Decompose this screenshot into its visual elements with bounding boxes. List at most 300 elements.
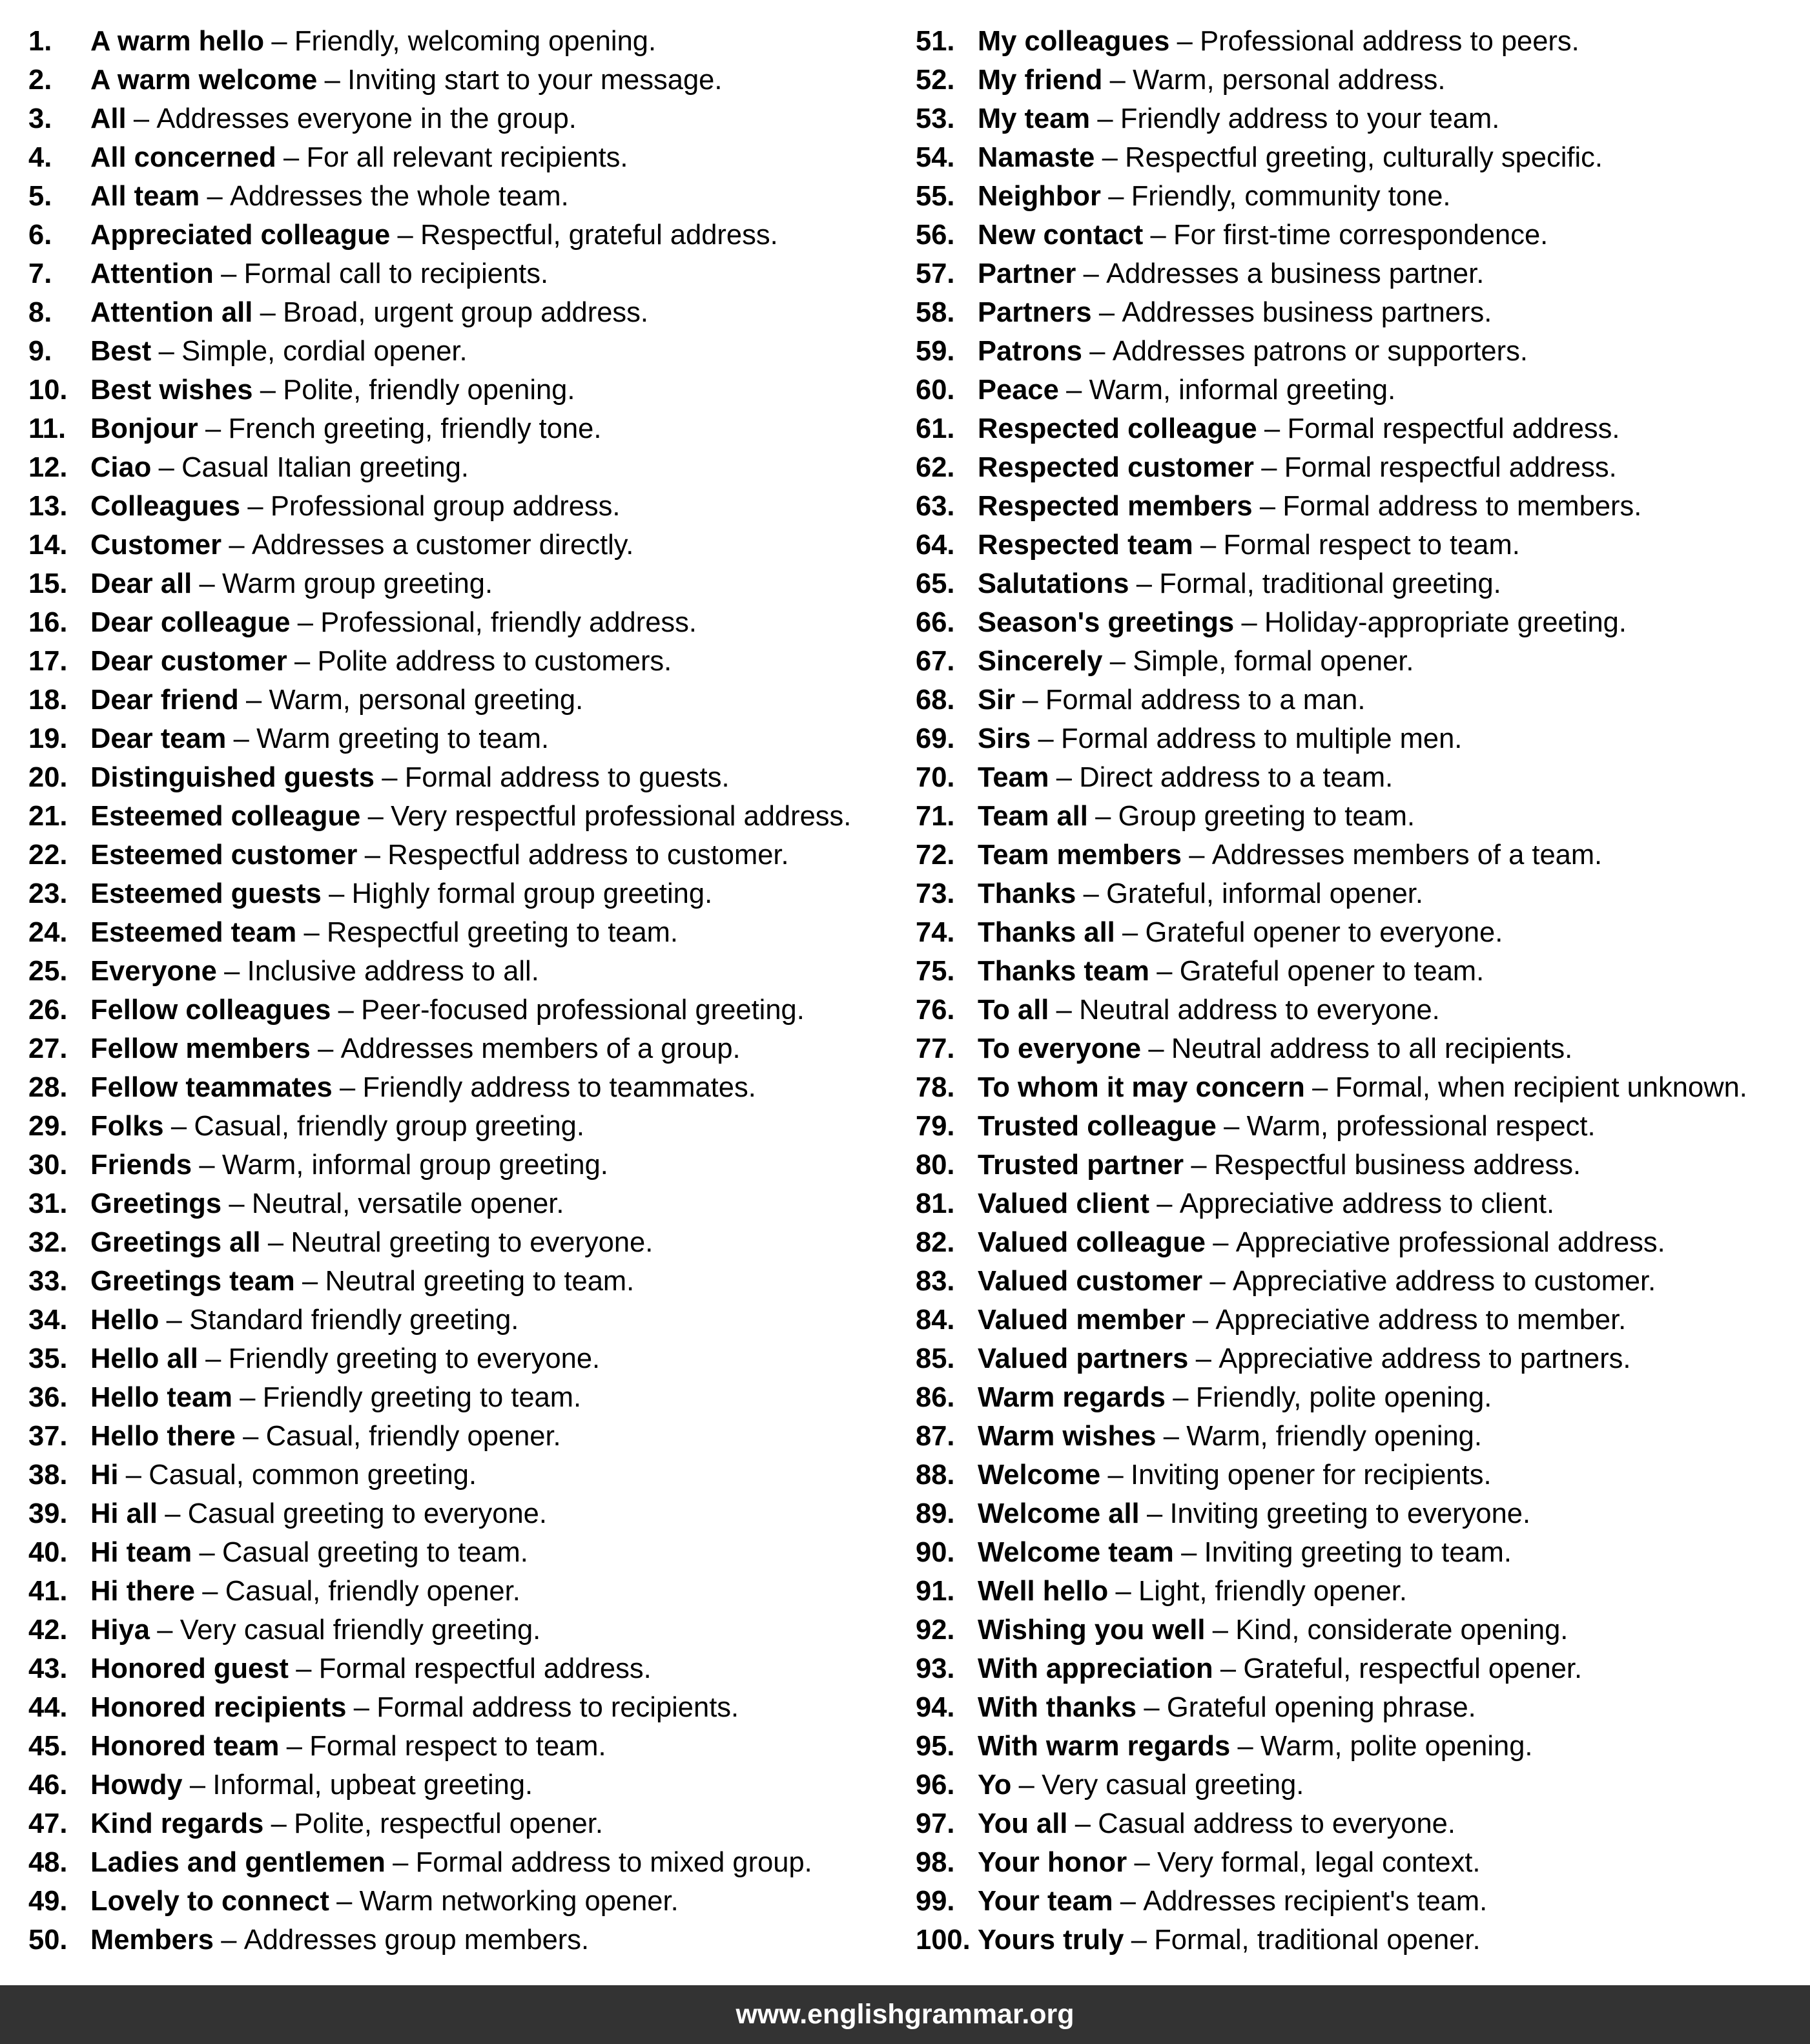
list-item <box>28 22 900 61</box>
item-number: 80. <box>916 1150 955 1181</box>
greeting-description: Grateful opener to everyone. <box>1145 917 1503 948</box>
greeting-term: You all <box>978 1808 1068 1839</box>
separator-dash: – <box>233 723 249 754</box>
greeting-description: Warm, personal greeting. <box>269 685 584 716</box>
item-number: 24. <box>28 917 68 948</box>
separator-dash: – <box>1038 723 1054 754</box>
list-item <box>28 1068 900 1107</box>
item-number: 78. <box>916 1072 955 1103</box>
separator-dash: – <box>1264 413 1280 444</box>
greeting-term: Respected colleague <box>978 413 1257 444</box>
item-number: 17. <box>28 646 68 677</box>
greeting-description: Addresses a business partner. <box>1106 258 1485 289</box>
list-item <box>916 874 1807 913</box>
greeting-description: Formal respect to team. <box>1223 530 1520 561</box>
list-item <box>916 332 1807 371</box>
separator-dash: – <box>329 878 345 909</box>
greeting-description: Friendly address to teammates. <box>362 1072 756 1103</box>
greeting-description: Warm group greeting. <box>221 568 493 599</box>
item-number: 22. <box>28 840 68 871</box>
greeting-term: With warm regards <box>978 1731 1231 1762</box>
list-item <box>916 952 1807 991</box>
greeting-term: Welcome team <box>978 1537 1174 1568</box>
greeting-description: Formal address to mixed group. <box>415 1847 812 1878</box>
separator-dash: – <box>271 26 287 57</box>
list-item <box>916 1184 1807 1223</box>
greeting-term: Hiya <box>90 1615 150 1646</box>
item-number: 66. <box>916 607 955 638</box>
item-number: 38. <box>28 1460 68 1491</box>
list-item <box>28 642 900 681</box>
list-item <box>916 1882 1807 1921</box>
separator-dash: – <box>1134 1847 1150 1878</box>
greeting-description: Casual Italian greeting. <box>181 452 469 483</box>
greeting-description: Grateful opening phrase. <box>1166 1692 1476 1723</box>
separator-dash: – <box>1189 840 1205 871</box>
item-number: 46. <box>28 1770 68 1801</box>
separator-dash: – <box>267 1227 284 1258</box>
item-number: 61. <box>916 413 955 444</box>
list-item <box>916 836 1807 874</box>
greeting-term: Welcome all <box>978 1498 1140 1529</box>
list-item <box>28 1843 900 1882</box>
greeting-description: Polite, friendly opening. <box>283 375 575 406</box>
list-item <box>28 1494 900 1533</box>
greeting-description: Casual address to everyone. <box>1098 1808 1455 1839</box>
list-item <box>28 1921 900 1959</box>
separator-dash: – <box>1083 878 1099 909</box>
item-number: 20. <box>28 762 68 793</box>
separator-dash: – <box>324 65 340 96</box>
list-item <box>28 1378 900 1417</box>
item-number: 48. <box>28 1847 68 1878</box>
greeting-description: Very casual greeting. <box>1042 1770 1304 1801</box>
separator-dash: – <box>125 1460 141 1491</box>
greeting-description: Formal respectful address. <box>318 1653 652 1684</box>
separator-dash: – <box>1097 103 1113 134</box>
list-item <box>28 254 900 293</box>
item-number: 79. <box>916 1111 955 1142</box>
item-number: 16. <box>28 607 68 638</box>
greeting-term: Dear friend <box>90 685 239 716</box>
list-item <box>28 216 900 254</box>
item-number: 37. <box>28 1421 68 1452</box>
separator-dash: – <box>1144 1692 1160 1723</box>
list-item <box>916 1456 1807 1494</box>
item-number: 47. <box>28 1808 68 1839</box>
separator-dash: – <box>202 1576 218 1607</box>
greeting-term: Kind regards <box>90 1808 264 1839</box>
greeting-term: Greetings all <box>90 1227 261 1258</box>
separator-dash: – <box>1107 1460 1124 1491</box>
greeting-description: Formal, traditional opener. <box>1154 1925 1481 1956</box>
separator-dash: – <box>1181 1537 1197 1568</box>
greeting-term: A warm welcome <box>90 65 318 96</box>
item-number: 4. <box>28 142 52 173</box>
greeting-term: Hello team <box>90 1382 232 1413</box>
separator-dash: – <box>1075 1808 1091 1839</box>
item-number: 52. <box>916 65 955 96</box>
greeting-description: Addresses a customer directly. <box>251 530 634 561</box>
separator-dash: – <box>297 607 313 638</box>
greeting-description: Professional group address. <box>270 491 621 522</box>
separator-dash: – <box>165 1498 181 1529</box>
greeting-description: Polite, respectful opener. <box>294 1808 603 1839</box>
item-number: 98. <box>916 1847 955 1878</box>
list-item <box>916 487 1807 526</box>
greeting-description: Professional address to peers. <box>1200 26 1579 57</box>
separator-dash: – <box>1102 142 1118 173</box>
separator-dash: – <box>1237 1731 1253 1762</box>
list-item <box>916 138 1807 177</box>
greeting-description: Appreciative address to member. <box>1215 1305 1627 1336</box>
item-number: 34. <box>28 1305 68 1336</box>
separator-dash: – <box>1109 65 1126 96</box>
item-number: 63. <box>916 491 955 522</box>
list-item <box>916 1223 1807 1262</box>
list-item <box>28 758 900 797</box>
greeting-term: To whom it may concern <box>978 1072 1305 1103</box>
greeting-term: Neighbor <box>978 181 1101 212</box>
item-number: 9. <box>28 336 52 367</box>
greeting-term: Valued colleague <box>978 1227 1206 1258</box>
greeting-description: Direct address to a team. <box>1079 762 1393 793</box>
greeting-term: Hello there <box>90 1421 236 1452</box>
item-number: 25. <box>28 956 68 987</box>
greeting-description: Inclusive address to all. <box>247 956 539 987</box>
greeting-description: Respectful greeting, culturally specific. <box>1125 142 1603 173</box>
separator-dash: – <box>133 103 150 134</box>
greeting-description: Addresses members of a team. <box>1211 840 1603 871</box>
separator-dash: – <box>221 1925 237 1956</box>
item-number: 50. <box>28 1925 68 1956</box>
separator-dash: – <box>336 1886 353 1917</box>
greeting-term: Valued partners <box>978 1343 1189 1374</box>
greeting-description: Warm greeting to team. <box>256 723 550 754</box>
item-number: 93. <box>916 1653 955 1684</box>
greeting-description: Very formal, legal context. <box>1157 1847 1481 1878</box>
separator-dash: – <box>1056 995 1072 1026</box>
item-number: 54. <box>916 142 955 173</box>
list-item <box>28 991 900 1029</box>
item-number: 18. <box>28 685 68 716</box>
greeting-term: To all <box>978 995 1049 1026</box>
separator-dash: – <box>199 1537 215 1568</box>
greeting-term: All concerned <box>90 142 276 173</box>
greeting-term: Ciao <box>90 452 152 483</box>
greeting-term: A warm hello <box>90 26 265 57</box>
item-number: 83. <box>916 1266 955 1297</box>
list-item <box>916 1378 1807 1417</box>
greeting-term: Fellow members <box>90 1033 311 1064</box>
list-item <box>916 1804 1807 1843</box>
greeting-term: New contact <box>978 220 1144 251</box>
item-number: 95. <box>916 1731 955 1762</box>
separator-dash: – <box>340 1072 356 1103</box>
separator-dash: – <box>224 956 240 987</box>
list-item <box>28 719 900 758</box>
item-number: 72. <box>916 840 955 871</box>
site-footer <box>0 1985 1810 2044</box>
list-item <box>916 99 1807 138</box>
separator-dash: – <box>1136 568 1152 599</box>
greeting-description: Formal address to members. <box>1282 491 1642 522</box>
separator-dash: – <box>271 1808 287 1839</box>
greeting-term: Ladies and gentlemen <box>90 1847 386 1878</box>
list-item <box>28 1301 900 1339</box>
greeting-term: Fellow teammates <box>90 1072 333 1103</box>
greeting-description: Warm networking opener. <box>359 1886 679 1917</box>
greeting-description: Addresses everyone in the group. <box>156 103 577 134</box>
separator-dash: – <box>1209 1266 1226 1297</box>
list-item <box>916 409 1807 448</box>
greeting-description: Appreciative address to client. <box>1179 1188 1555 1219</box>
list-item <box>916 1533 1807 1572</box>
greeting-term: Welcome <box>978 1460 1101 1491</box>
separator-dash: – <box>302 1266 318 1297</box>
item-number: 86. <box>916 1382 955 1413</box>
greeting-term: Trusted colleague <box>978 1111 1217 1142</box>
list-item <box>916 1649 1807 1688</box>
item-number: 88. <box>916 1460 955 1491</box>
separator-dash: – <box>229 1188 245 1219</box>
list-item <box>916 1921 1807 1959</box>
greeting-term: Best wishes <box>90 375 253 406</box>
list-item <box>28 1223 900 1262</box>
greeting-description: Polite address to customers. <box>317 646 672 677</box>
greeting-term: Attention <box>90 258 214 289</box>
item-number: 96. <box>916 1770 955 1801</box>
greeting-description: Casual greeting to everyone. <box>187 1498 547 1529</box>
item-number: 32. <box>28 1227 68 1258</box>
item-number: 64. <box>916 530 955 561</box>
list-item <box>28 409 900 448</box>
greeting-term: Hi all <box>90 1498 158 1529</box>
item-number: 89. <box>916 1498 955 1529</box>
greeting-term: Sir <box>978 685 1016 716</box>
separator-dash: – <box>1157 956 1173 987</box>
greeting-description: Addresses the whole team. <box>230 181 569 212</box>
item-number: 44. <box>28 1692 68 1723</box>
greeting-term: My team <box>978 103 1091 134</box>
list-item <box>28 487 900 526</box>
greeting-term: All <box>90 103 127 134</box>
greeting-description: Neutral greeting to everyone. <box>291 1227 653 1258</box>
separator-dash: – <box>1095 801 1111 832</box>
item-number: 28. <box>28 1072 68 1103</box>
greeting-term: Bonjour <box>90 413 198 444</box>
list-item <box>916 758 1807 797</box>
item-number: 73. <box>916 878 955 909</box>
greeting-term: Respected members <box>978 491 1253 522</box>
greeting-term: Yours truly <box>978 1925 1124 1956</box>
separator-dash: – <box>1109 646 1126 677</box>
greeting-description: Group greeting to team. <box>1118 801 1415 832</box>
greeting-description: Formal address to guests. <box>404 762 730 793</box>
separator-dash: – <box>221 258 237 289</box>
separator-dash: – <box>1212 1615 1228 1646</box>
item-number: 12. <box>28 452 68 483</box>
separator-dash: – <box>1259 491 1276 522</box>
greeting-term: Greetings team <box>90 1266 295 1297</box>
greeting-description: Casual, common greeting. <box>149 1460 477 1491</box>
item-number: 75. <box>916 956 955 987</box>
list-item <box>28 681 900 719</box>
item-number: 87. <box>916 1421 955 1452</box>
list-item <box>916 1146 1807 1184</box>
list-item <box>28 61 900 99</box>
greeting-term: Fellow colleagues <box>90 995 331 1026</box>
greeting-description: Appreciative professional address. <box>1235 1227 1665 1258</box>
separator-dash: – <box>1018 1770 1034 1801</box>
list-item <box>916 1727 1807 1766</box>
greeting-description: Formal respect to team. <box>309 1731 606 1762</box>
item-number: 5. <box>28 181 52 212</box>
separator-dash: – <box>364 840 380 871</box>
item-number: 55. <box>916 181 955 212</box>
greeting-description: Formal address to multiple men. <box>1061 723 1463 754</box>
list-item <box>28 1688 900 1727</box>
list-item <box>916 1688 1807 1727</box>
greeting-description: Warm, polite opening. <box>1260 1731 1533 1762</box>
list-item <box>28 1456 900 1494</box>
greeting-term: Appreciated colleague <box>90 220 391 251</box>
greeting-description: Light, friendly opener. <box>1138 1576 1407 1607</box>
greeting-term: Valued client <box>978 1188 1149 1219</box>
greeting-description: Formal respectful address. <box>1287 413 1620 444</box>
separator-dash: – <box>1200 530 1217 561</box>
item-number: 91. <box>916 1576 955 1607</box>
list-item <box>28 952 900 991</box>
greeting-term: Best <box>90 336 152 367</box>
greeting-description: Formal call to recipients. <box>243 258 549 289</box>
list-item <box>916 526 1807 564</box>
separator-dash: – <box>199 1150 215 1181</box>
greeting-description: Very casual friendly greeting. <box>180 1615 541 1646</box>
separator-dash: – <box>207 181 223 212</box>
greeting-term: Team <box>978 762 1049 793</box>
greeting-term: Season's greetings <box>978 607 1235 638</box>
list-item <box>916 1611 1807 1649</box>
footer-url[interactable]: www.englishgrammar.org <box>735 1999 1075 2030</box>
greeting-description: Highly formal group greeting. <box>351 878 713 909</box>
list-item <box>916 1572 1807 1611</box>
item-number: 41. <box>28 1576 68 1607</box>
greeting-description: Inviting greeting to team. <box>1204 1537 1512 1568</box>
list-item <box>28 1107 900 1146</box>
greeting-description: Simple, formal opener. <box>1133 646 1414 677</box>
greeting-description: Friendly greeting to team. <box>262 1382 582 1413</box>
list-item <box>916 1417 1807 1456</box>
list-column-left <box>28 22 900 1959</box>
separator-dash: – <box>1213 1227 1229 1258</box>
greeting-term: Hello <box>90 1305 159 1336</box>
greeting-description: Respectful business address. <box>1213 1150 1581 1181</box>
item-number: 40. <box>28 1537 68 1568</box>
greeting-term: Wishing you well <box>978 1615 1206 1646</box>
greeting-description: Broad, urgent group address. <box>283 297 648 328</box>
item-number: 33. <box>28 1266 68 1297</box>
item-number: 68. <box>916 685 955 716</box>
greeting-description: Friendly, welcoming opening. <box>294 26 657 57</box>
greeting-description: Neutral, versatile opener. <box>251 1188 564 1219</box>
greetings-list <box>0 22 1810 1957</box>
greeting-term: Partners <box>978 297 1092 328</box>
list-item <box>916 216 1807 254</box>
separator-dash: – <box>303 917 320 948</box>
list-item <box>28 1804 900 1843</box>
greeting-term: Partner <box>978 258 1076 289</box>
greeting-description: Addresses business partners. <box>1122 297 1492 328</box>
item-number: 45. <box>28 1731 68 1762</box>
greeting-term: Attention all <box>90 297 253 328</box>
greeting-description: Kind, considerate opening. <box>1235 1615 1568 1646</box>
list-item <box>916 22 1807 61</box>
item-number: 29. <box>28 1111 68 1142</box>
item-number: 8. <box>28 297 52 328</box>
separator-dash: – <box>382 762 398 793</box>
item-number: 62. <box>916 452 955 483</box>
item-number: 70. <box>916 762 955 793</box>
list-item <box>916 991 1807 1029</box>
separator-dash: – <box>1261 452 1277 483</box>
greeting-description: Very respectful professional address. <box>391 801 852 832</box>
greeting-term: Folks <box>90 1111 164 1142</box>
greeting-term: Hello all <box>90 1343 198 1374</box>
greeting-term: Dear team <box>90 723 227 754</box>
greeting-description: Neutral address to all recipients. <box>1171 1033 1573 1064</box>
greeting-description: Casual greeting to team. <box>221 1537 528 1568</box>
list-item <box>916 1843 1807 1882</box>
list-item <box>28 1649 900 1688</box>
list-item <box>916 1262 1807 1301</box>
item-number: 30. <box>28 1150 68 1181</box>
greeting-term: Honored team <box>90 1731 280 1762</box>
item-number: 56. <box>916 220 955 251</box>
separator-dash: – <box>1056 762 1072 793</box>
greeting-term: All team <box>90 181 200 212</box>
greeting-term: Warm regards <box>978 1382 1166 1413</box>
list-item <box>28 177 900 216</box>
greeting-description: Casual, friendly opener. <box>265 1421 561 1452</box>
separator-dash: – <box>1108 181 1124 212</box>
item-number: 67. <box>916 646 955 677</box>
item-number: 6. <box>28 220 52 251</box>
greeting-term: Esteemed guests <box>90 878 322 909</box>
greeting-term: Salutations <box>978 568 1129 599</box>
separator-dash: – <box>1120 1886 1136 1917</box>
greeting-term: Honored guest <box>90 1653 289 1684</box>
item-number: 2. <box>28 65 52 96</box>
greeting-term: Hi team <box>90 1537 192 1568</box>
greeting-term: Members <box>90 1925 214 1956</box>
greeting-description: Friendly address to your team. <box>1120 103 1500 134</box>
list-item <box>916 1766 1807 1804</box>
greeting-description: Neutral address to everyone. <box>1079 995 1440 1026</box>
greeting-description: Neutral greeting to team. <box>325 1266 635 1297</box>
list-item <box>916 371 1807 409</box>
separator-dash: – <box>1224 1111 1240 1142</box>
item-number: 65. <box>916 568 955 599</box>
item-number: 39. <box>28 1498 68 1529</box>
list-item <box>916 177 1807 216</box>
separator-dash: – <box>205 1343 221 1374</box>
item-number: 53. <box>916 103 955 134</box>
list-item <box>916 1107 1807 1146</box>
item-number: 58. <box>916 297 955 328</box>
separator-dash: – <box>393 1847 409 1878</box>
separator-dash: – <box>158 452 174 483</box>
